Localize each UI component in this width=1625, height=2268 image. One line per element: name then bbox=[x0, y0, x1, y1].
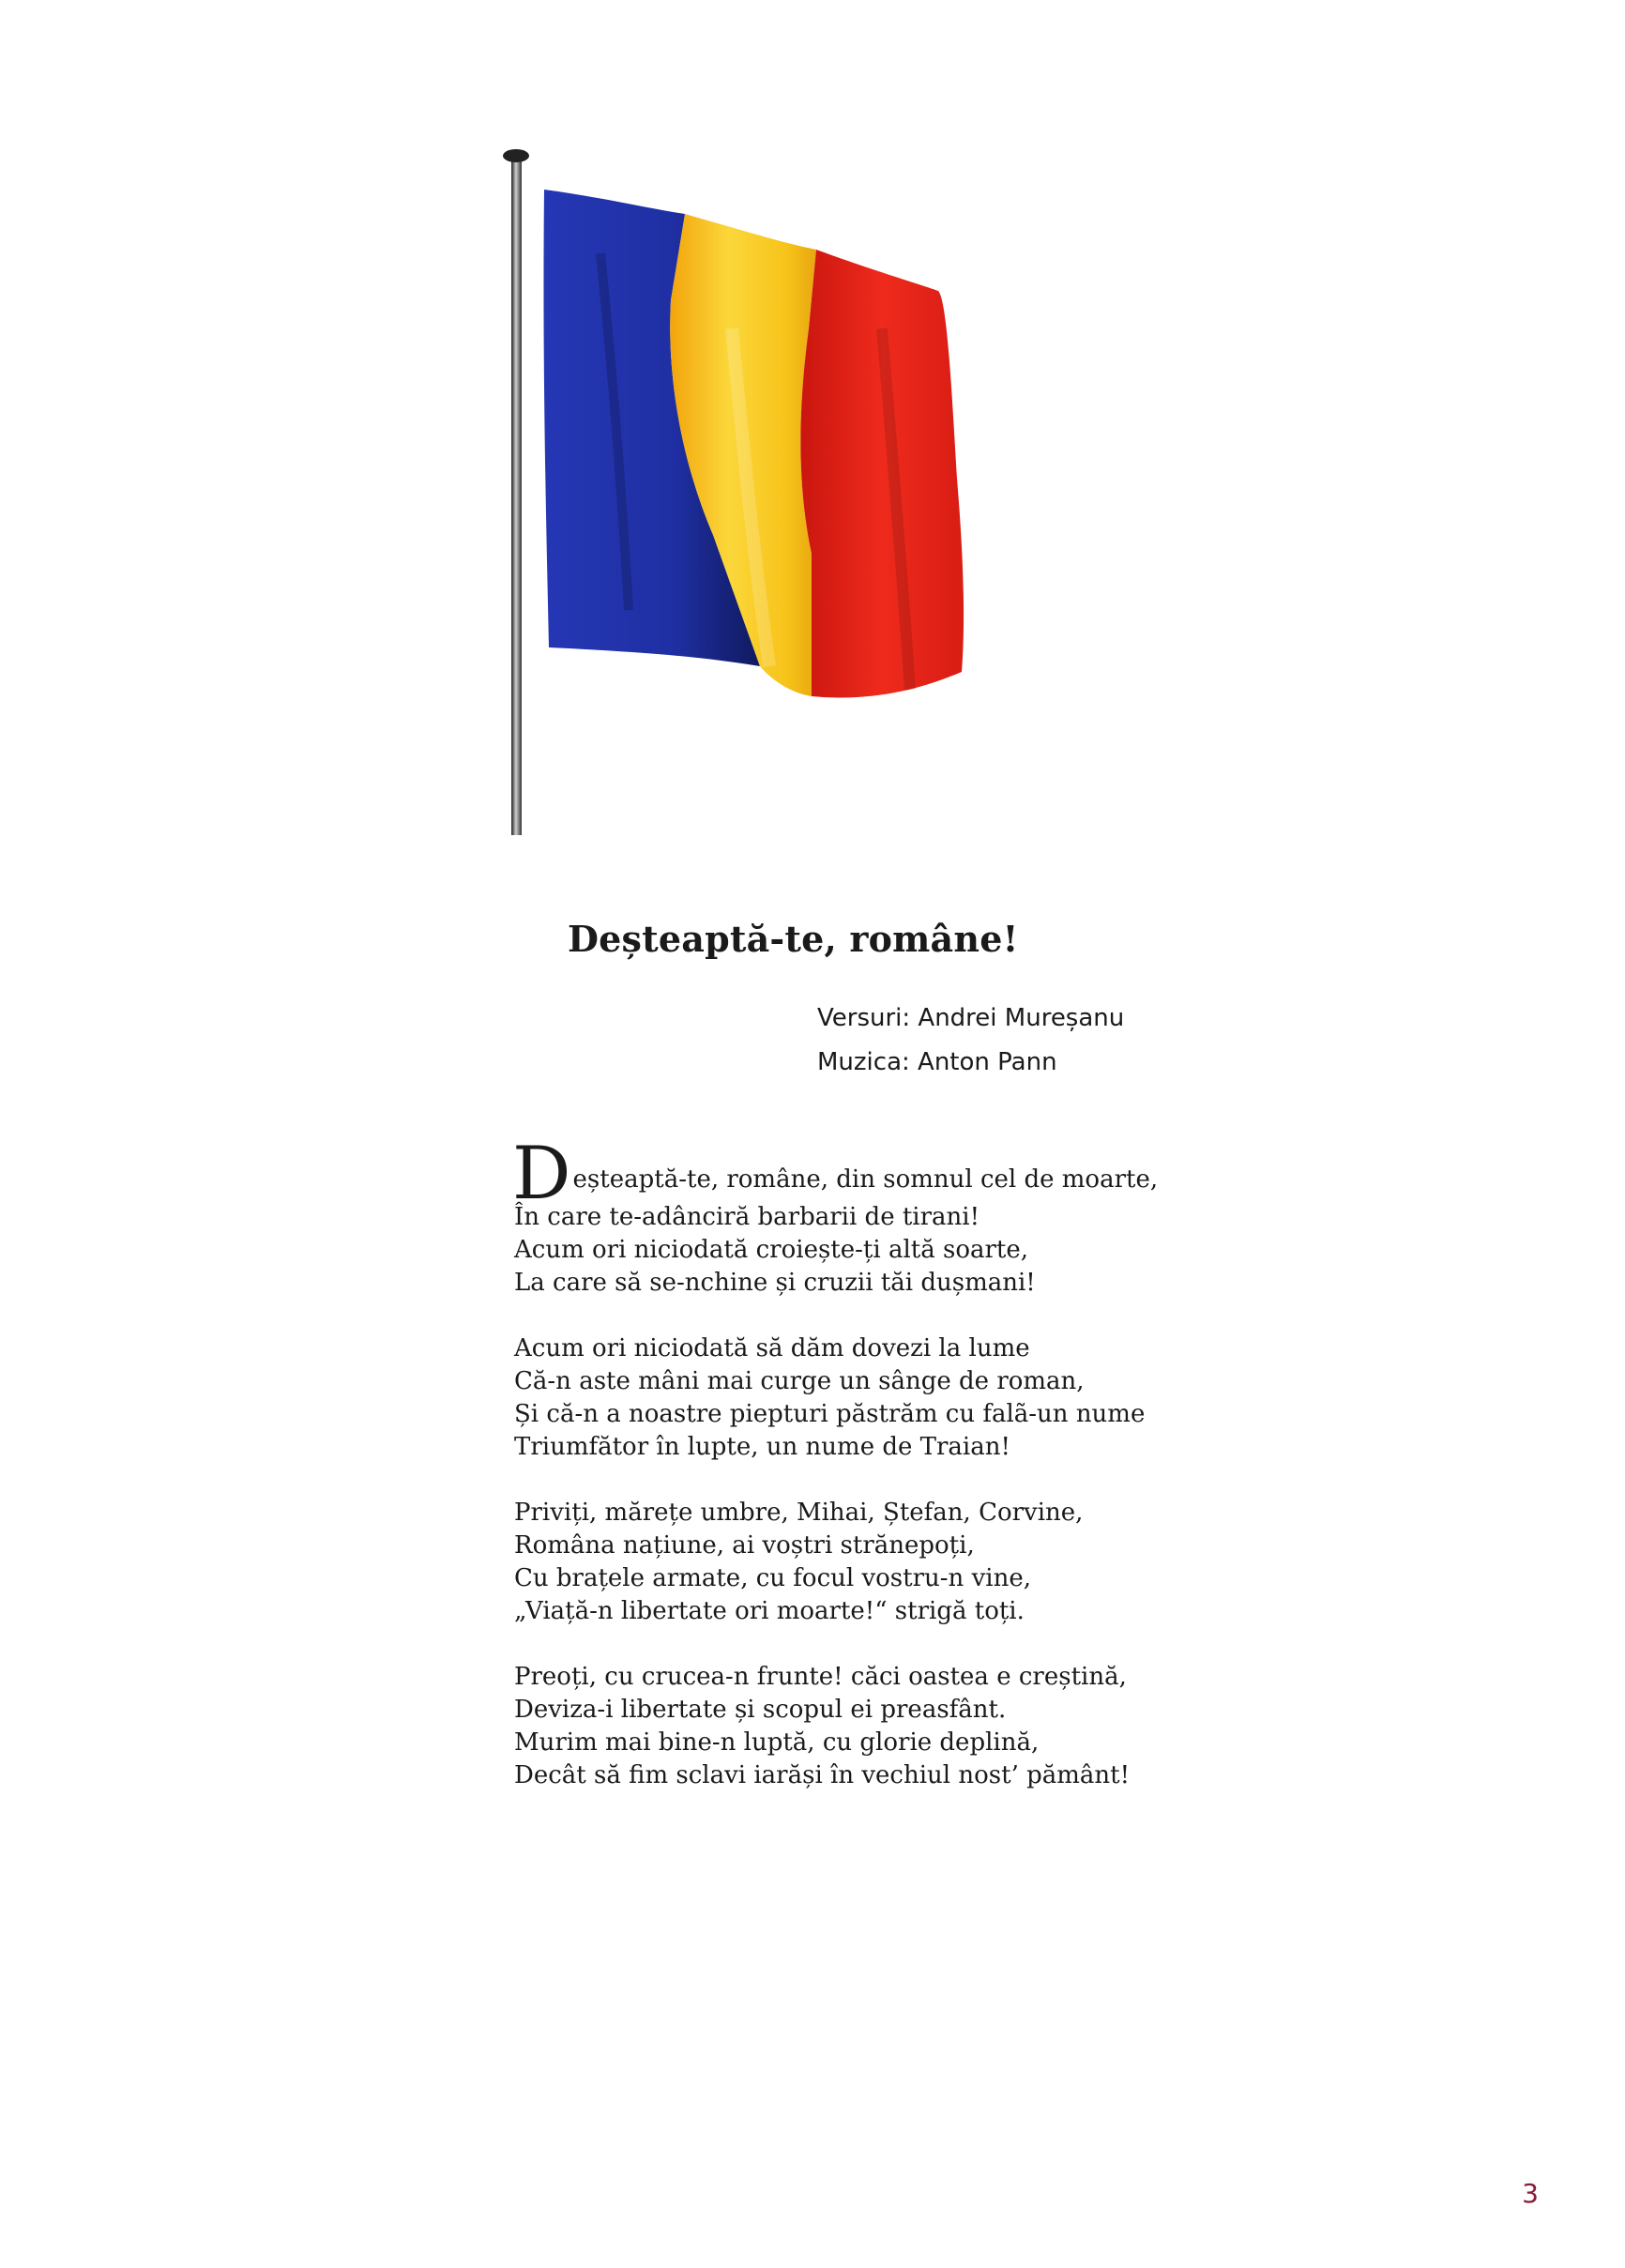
credits bbox=[817, 997, 1124, 1085]
poem-text bbox=[512, 1132, 1227, 1825]
poem-line: Acum ori niciodată să dăm dovezi la lume bbox=[514, 1334, 1030, 1362]
anthem-title: Deșteaptă-te, române! bbox=[568, 918, 1019, 960]
page-number: 3 bbox=[1522, 2178, 1539, 2209]
poem-line: Acum ori niciodată croiește-ți altă soarte, bbox=[514, 1236, 1029, 1264]
poem-line: Cu brațele armate, cu focul vostru-n vine, bbox=[514, 1564, 1031, 1592]
poem-line: În care te-adânciră barbarii de tirani! bbox=[514, 1203, 980, 1231]
stanza-1 bbox=[512, 1132, 1227, 1300]
lyrics-credit: Versuri: Andrei Mureșanu bbox=[817, 1004, 1125, 1032]
poem-line: La care să se-nchine și cruzii tăi dușmani! bbox=[514, 1269, 1036, 1297]
poem-line: Româna națiune, ai voștri strănepoți, bbox=[514, 1531, 975, 1560]
poem-line: Decât să fim sclavi iarăși în vechiul nost’ pământ! bbox=[514, 1761, 1131, 1789]
poem-line: Și că-n a noastre piepturi păstrăm cu falã-un nume bbox=[514, 1400, 1146, 1428]
poem-line: Murim mai bine-n luptă, cu glorie deplină, bbox=[514, 1728, 1040, 1757]
poem-line: „Viață-n libertate ori moarte!“ strigă toți. bbox=[514, 1597, 1025, 1625]
poem-line: Triumfător în lupte, un nume de Traian! bbox=[514, 1433, 1010, 1461]
dropcap-letter: D bbox=[512, 1132, 571, 1216]
poem-line: Priviți, mărețe umbre, Mihai, Ștefan, Corvine, bbox=[514, 1499, 1084, 1527]
poem-line: eșteaptă-te, române, din somnul cel de moarte, bbox=[572, 1165, 1159, 1194]
poem-line: Preoți, cu crucea-n frunte! căci oastea e creștină, bbox=[514, 1663, 1127, 1691]
poem-line: Că-n aste mâni mai curge un sânge de roman, bbox=[514, 1367, 1085, 1395]
poem-line: Deviza-i libertate și scopul ei preasfânt. bbox=[514, 1696, 1007, 1724]
stanza-3 bbox=[514, 1497, 1227, 1628]
stanza-4 bbox=[514, 1661, 1227, 1792]
flagpole bbox=[511, 158, 522, 835]
romanian-flag-image bbox=[488, 141, 1182, 840]
stanza-2 bbox=[514, 1332, 1227, 1464]
music-credit: Muzica: Anton Pann bbox=[817, 1048, 1057, 1076]
